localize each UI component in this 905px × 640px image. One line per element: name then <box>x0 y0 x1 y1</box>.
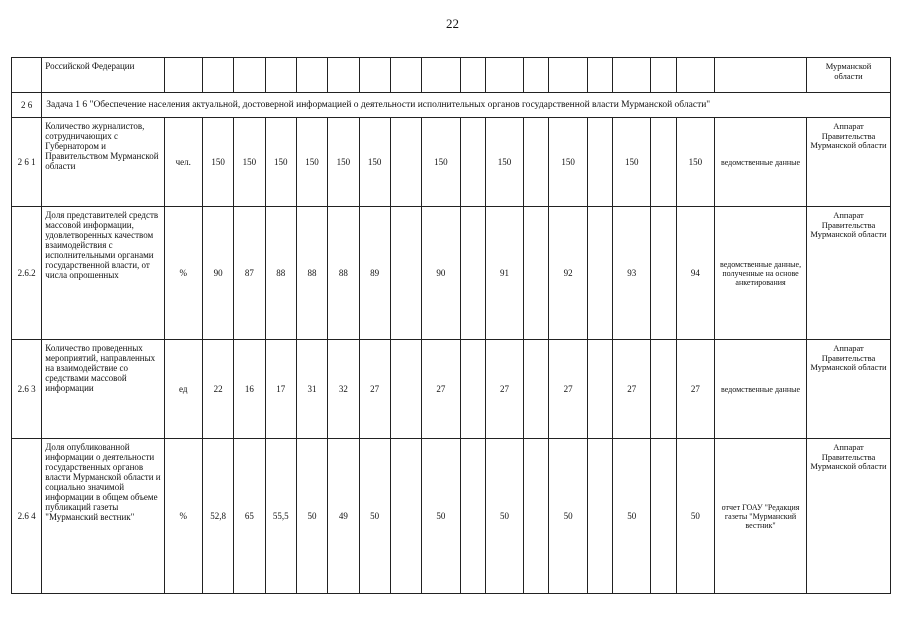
table-row <box>12 340 891 439</box>
data-source: ведомственные данные <box>715 340 807 439</box>
indicator-value <box>460 118 485 207</box>
indicator-value: 150 <box>359 118 390 207</box>
indicator-name: Доля опубликованной информации о деятельности государственных органов власти Мурманской области и социально значимой информации в общем объеме публикаций газеты "Мурманский вестник" <box>42 439 164 594</box>
task-code: 2 6 <box>12 93 42 118</box>
indicator-value <box>524 118 549 207</box>
indicator-value: 16 <box>234 340 265 439</box>
indicator-unit: % <box>164 439 202 594</box>
indicator-value: 31 <box>296 340 327 439</box>
indicator-value <box>587 118 612 207</box>
indicator-value: 91 <box>485 207 523 340</box>
table-row <box>12 118 891 207</box>
indicator-value: 27 <box>359 340 390 439</box>
indicator-value: 50 <box>296 439 327 594</box>
continuation-row <box>12 58 891 93</box>
indicator-value <box>651 439 676 594</box>
indicator-code: 2.6 3 <box>12 340 42 439</box>
indicator-value: 90 <box>422 207 460 340</box>
indicator-value: 150 <box>485 118 523 207</box>
indicator-value: 90 <box>202 207 233 340</box>
indicator-value: 17 <box>265 340 296 439</box>
indicator-value <box>390 118 421 207</box>
indicator-value: 49 <box>328 439 359 594</box>
task-title: Задача 1 6 "Обеспечение населения актуальной, достоверной информацией о деятельности исполнительных органов государственной власти Мурманской области" <box>42 93 891 118</box>
indicator-value: 55,5 <box>265 439 296 594</box>
indicator-value <box>390 207 421 340</box>
indicator-value: 50 <box>485 439 523 594</box>
indicator-value: 27 <box>613 340 651 439</box>
indicator-value: 50 <box>549 439 587 594</box>
indicator-value: 32 <box>328 340 359 439</box>
executor-cell: Мурманской области <box>807 58 891 93</box>
indicator-value <box>390 340 421 439</box>
executor-cell: Аппарат Правительства Мурманской области <box>807 340 891 439</box>
indicator-value <box>390 439 421 594</box>
table-row <box>12 207 891 340</box>
indicator-value <box>460 340 485 439</box>
indicator-value: 52,8 <box>202 439 233 594</box>
data-source: отчет ГОАУ "Редакция газеты "Мурманский вестник" <box>715 439 807 594</box>
indicator-value: 150 <box>613 118 651 207</box>
indicators-table <box>11 57 891 594</box>
indicator-value: 150 <box>202 118 233 207</box>
indicator-unit: ед <box>164 340 202 439</box>
indicator-name: Количество журналистов, сотрудничающих с Губернатором и Правительством Мурманской области <box>42 118 164 207</box>
indicator-value: 27 <box>676 340 714 439</box>
indicator-value <box>460 207 485 340</box>
indicator-value: 93 <box>613 207 651 340</box>
indicator-value <box>460 439 485 594</box>
indicator-value <box>524 439 549 594</box>
indicator-value: 22 <box>202 340 233 439</box>
indicator-value: 150 <box>549 118 587 207</box>
indicator-value <box>587 207 612 340</box>
page-number: 22 <box>446 16 459 31</box>
indicator-value: 150 <box>234 118 265 207</box>
indicator-value <box>587 439 612 594</box>
name-cell: Российской Федерации <box>42 58 164 93</box>
indicator-value: 65 <box>234 439 265 594</box>
indicator-value: 150 <box>422 118 460 207</box>
executor-cell: Аппарат Правительства Мурманской области <box>807 118 891 207</box>
indicator-value: 50 <box>359 439 390 594</box>
indicator-unit: % <box>164 207 202 340</box>
indicator-value: 50 <box>422 439 460 594</box>
indicator-value: 150 <box>328 118 359 207</box>
indicator-value: 27 <box>485 340 523 439</box>
indicator-value: 88 <box>328 207 359 340</box>
indicator-value <box>524 340 549 439</box>
indicator-name: Доля представителей средств массовой информации, удовлетворенных качеством взаимодействия с исполнительными органами государственной власти, от числа опрошенных <box>42 207 164 340</box>
indicator-value: 50 <box>613 439 651 594</box>
table-row <box>12 439 891 594</box>
indicator-value <box>651 207 676 340</box>
indicator-value: 27 <box>549 340 587 439</box>
indicator-value: 92 <box>549 207 587 340</box>
indicator-value <box>524 207 549 340</box>
code-cell <box>12 58 42 93</box>
indicator-code: 2.6.2 <box>12 207 42 340</box>
indicator-value <box>587 340 612 439</box>
indicator-value <box>651 340 676 439</box>
data-source: ведомственные данные <box>715 118 807 207</box>
indicator-value: 88 <box>296 207 327 340</box>
indicator-value: 150 <box>676 118 714 207</box>
indicator-name: Количество проведенных мероприятий, направленных на взаимодействие со средствами массовой информации <box>42 340 164 439</box>
indicator-value: 89 <box>359 207 390 340</box>
executor-cell: Аппарат Правительства Мурманской области <box>807 207 891 340</box>
indicator-unit: чел. <box>164 118 202 207</box>
indicator-code: 2 6 1 <box>12 118 42 207</box>
task-row <box>12 93 891 118</box>
indicator-value: 88 <box>265 207 296 340</box>
indicator-value: 150 <box>265 118 296 207</box>
indicator-value: 150 <box>296 118 327 207</box>
indicator-value: 50 <box>676 439 714 594</box>
indicator-code: 2.6 4 <box>12 439 42 594</box>
data-source: ведомственные данные, полученные на основе анкетирования <box>715 207 807 340</box>
indicator-value: 94 <box>676 207 714 340</box>
indicator-value <box>651 118 676 207</box>
indicator-value: 27 <box>422 340 460 439</box>
indicator-value: 87 <box>234 207 265 340</box>
executor-cell: Аппарат Правительства Мурманской области <box>807 439 891 594</box>
